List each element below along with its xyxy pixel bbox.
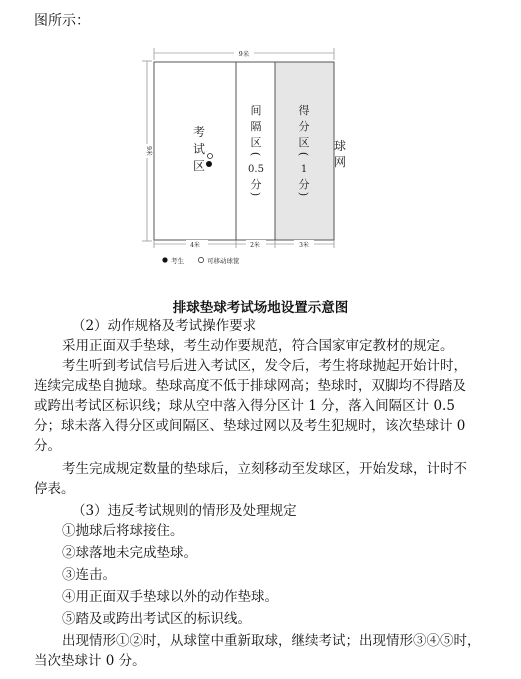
- svg-text:): ): [249, 191, 262, 197]
- rule-item: ⑤踏及或跨出考试区的标识线。: [62, 611, 251, 627]
- paragraph-line: 当次垫球计 0 分。: [34, 653, 146, 669]
- exam-zone-label-1: 考: [192, 125, 206, 139]
- rule-item: ②球落地未完成垫球。: [62, 545, 197, 561]
- top-dimension-label: 9米: [238, 50, 250, 58]
- svg-text:区: 区: [298, 136, 310, 149]
- paragraph-line: 考生听到考试信号后进入考试区，发令后，考生将球抛起开始计时，: [62, 358, 467, 374]
- legend-examinee-icon: [162, 257, 167, 262]
- legend-basket-icon: [198, 257, 203, 262]
- svg-text:0.5: 0.5: [248, 164, 264, 175]
- basket-marker: [208, 154, 213, 159]
- section-heading-2: （2）动作规格及考试操作要求: [72, 318, 257, 334]
- svg-text:(: (: [297, 151, 310, 157]
- svg-text:分: 分: [298, 178, 310, 191]
- svg-text:分: 分: [250, 178, 262, 191]
- left-dimension-label: 9米: [145, 146, 152, 156]
- diagram-caption: 排球垫球考试场地设置示意图: [172, 300, 349, 316]
- legend-examinee-label: 考生: [171, 257, 184, 265]
- rule-item: ③连击。: [62, 567, 116, 583]
- examinee-marker: [206, 161, 212, 167]
- net-label-2: 网: [333, 155, 347, 169]
- svg-text:分: 分: [298, 120, 310, 133]
- volleyball-field-diagram: [138, 46, 348, 278]
- net-label-1: 球: [333, 139, 347, 153]
- paragraph-line: 分；球未落入得分区或间隔区、垫球过网以及考生犯规时，该次垫球计 0: [34, 418, 466, 434]
- paragraph-line: 考生完成规定数量的垫球后，立刻移动至发球区，开始发球，计时不: [62, 461, 467, 477]
- svg-text:区: 区: [250, 136, 262, 149]
- svg-text:得: 得: [298, 104, 310, 117]
- gap-zone-label: [248, 103, 264, 196]
- paragraph-line: 或跨出考试区标识线；球从空中落入得分区计 1 分，落入间隔区计 0.5: [34, 398, 455, 414]
- exam-zone-label-3: 区: [192, 159, 206, 173]
- bottom-dimension-label-2: 2米: [250, 242, 260, 249]
- svg-text:): ): [297, 191, 310, 197]
- rule-item: ①抛球后将球接住。: [62, 523, 184, 539]
- svg-text:(: (: [249, 151, 262, 157]
- paragraph-line: 分。: [34, 438, 61, 454]
- paragraph-line: 连续完成垫自抛球。垫球高度不低于排球网高；垫球时，双脚均不得踏及: [34, 378, 466, 394]
- svg-text:间: 间: [250, 104, 262, 117]
- legend-basket-label: 可移动球筐: [207, 257, 240, 265]
- paragraph-line: 采用正面双手垫球，考生动作要规范，符合国家审定教材的规定。: [62, 338, 454, 354]
- bottom-dimension-label-3: 3米: [299, 242, 309, 249]
- intro-text: 图所示：: [34, 13, 90, 29]
- svg-text:隔: 隔: [250, 120, 262, 133]
- svg-text:1: 1: [300, 164, 308, 175]
- rule-item: ④用正面双手垫球以外的动作垫球。: [62, 589, 278, 605]
- paragraph-line: 停表。: [34, 481, 75, 497]
- bottom-dimension-label-1: 4米: [190, 242, 200, 249]
- exam-zone-label-2: 试: [192, 142, 206, 156]
- paragraph-line: 出现情形①②时，从球筐中重新取球，继续考试；出现情形③④⑤时，: [62, 633, 481, 649]
- section-heading-3: （3）违反考试规则的情形及处理规定: [72, 503, 297, 519]
